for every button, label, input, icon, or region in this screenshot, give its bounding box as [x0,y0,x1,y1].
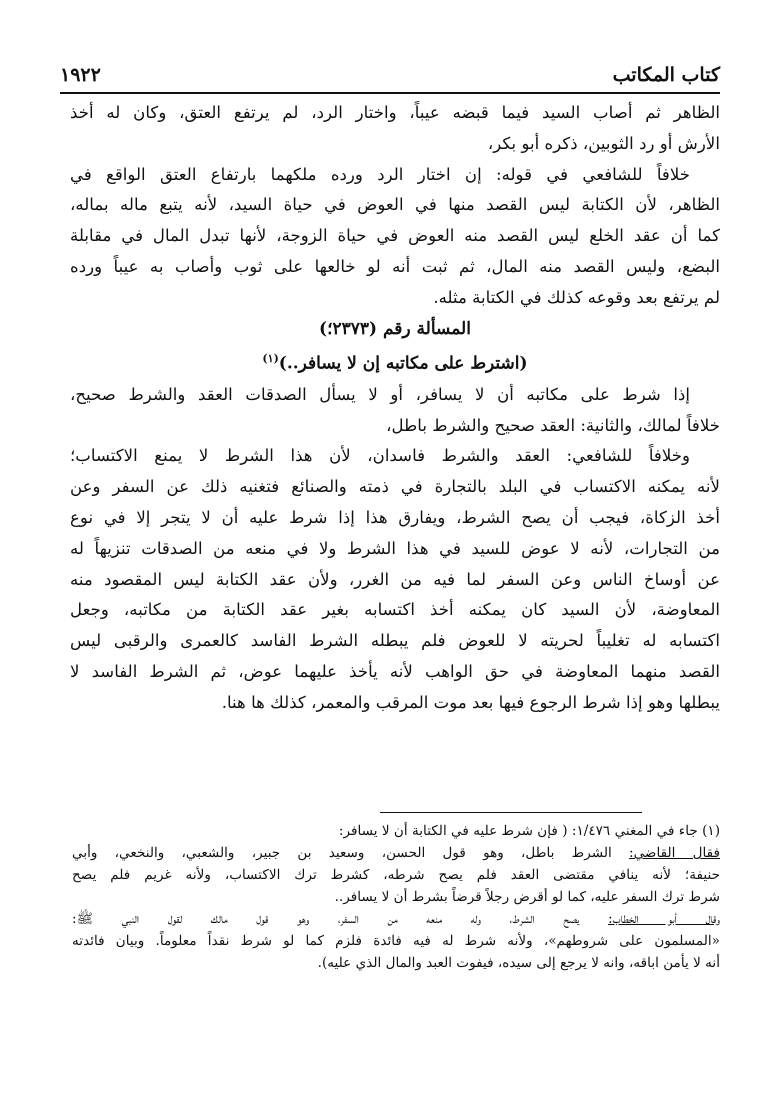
text-line: لأنه يمكنه الاكتساب في البلد بالتجارة في ذمته والصنائع فتغنيه ذلك عن السفر وعن [70,477,720,497]
running-header [60,62,720,88]
text-line: عن أوساخ الناس وعن السفر لما فيه من الغرر، ولأن عقد الكتابة ليس المقصود منه [70,569,720,589]
issue-title: (اشترط على مكاتبه إن لا يسافر..) [278,354,528,375]
text-line: إذا شرط على مكاتبه أن لا يسافر، أو لا يسأل الصدقات العقد والشرط صحيح، [70,384,690,404]
text-line: القصد منهما المعاوضة في حق الواهب لأنه يأخذ عليهما عوض، ثم الشرط الفاسد لا [70,662,720,681]
footnote-text: الشرط باطل، وهو قول الحسن، وسعيد بن جبير، والشعبي، والنخعي، وأبي [72,845,612,861]
footnotes [72,820,720,974]
footnote-line [72,908,720,930]
issue-title-line [70,344,720,379]
text-line: الأرش أو رد الثوبين، ذكره أبو بكر، [487,133,720,153]
abu-khattab-label: وقال أبو الخطاب: [607,911,720,927]
text-line: خلافاً للشافعي في قوله: إن اختار الرد ورده ملكهما بارتفاع العتق الواقع في [70,164,690,184]
text-line: وخلافاً للشافعي: العقد والشرط فاسدان، لأن هذا الشرط لا يمنع الاكتساب؛ [70,446,690,466]
footnote-text: يصح الشرط، وله منعه من السفر، وهو قول مالك لقول النبي ﷺ: [72,911,580,927]
text-line: خلافاً لمالك، والثانية: العقد صحيح والشرط باطل، [386,415,720,435]
text-line: اكتسابه له تغليباً لحريته لا للعوض فلم يبطله الشرط الفاسد كالعمرى والرقبى ليس [70,631,720,651]
footnote-line: (١) جاء في المغني ١/٤٧٦: ( فإن شرط عليه في الكتابة أن لا يسافر: [338,823,720,839]
text-line: المعاوضة، لأن السيد كان يمكنه أخذ اكتسابه بغير عقد الكتابة من مكاتبه، وجعل [70,600,720,620]
footnote-line: حنيفة؛ لأنه ينافي مقتضى العقد فلم يصح شرطه، كشرط ترك الاكتساب، ولأنه غريم فلم يصح [72,867,720,883]
text-line: لم يرتفع بعد وقوعه كذلك في الكتابة مثله. [433,287,720,307]
qadi-label: فقال القاضي: [629,845,721,861]
text-line: الظاهر ثم أصاب السيد فيما قبضه عيباً، واختار الرد، لم يرتفع العتق، وكان له أخذ [70,103,720,122]
text-line: يبطلها وهو إذا شرط الرجوع فيها بعد موت المرقب والمعمر، كذلك ها هنا. [221,692,720,712]
text-line: من التجارات، لأنه لا عوض للسيد في هذا الشرط ولا في منعه من الصدقات تنزيهاً له [70,538,720,558]
footnote-line: «المسلمون على شروطهم»، ولأنه شرط له فيه فائدة فلزم كما لو شرط نقداً معلوماً. وبيان فائدته [72,933,720,949]
text-line: كما أن عقد الخلع ليس القصد منه العوض في حياة الزوجة، لأنها تبدل المال في مقابلة [70,226,720,246]
footnote-line: أنه لا يأمن اباقه، وانه لا يرجع إلى سيده، فيفوت العبد والمال الذي عليه). [317,955,720,971]
book-title: كتاب المكاتب [612,64,720,86]
footnote-line [72,842,720,864]
text-line: الظاهر، لأن الكتابة ليس القصد منها في العوض في حياة السيد، لأنه يتبع ماله بماله، [70,195,720,215]
footnote-ref: (١) [262,352,279,366]
page-number: ١٩٢٢ [60,64,101,86]
text-line: أخذ الزكاة، فيجب أن يصح الشرط، ويفارق هذا إذا شرط عليه أن لا يتجر إلا في نوع [70,508,720,528]
footnote-line: شرط ترك السفر عليه، كما لو أقرض رجلاً قرضاً بشرط أن لا يسافر.. [334,889,720,905]
footnote-separator [380,812,642,813]
main-text [70,98,720,719]
header-rule [60,92,720,94]
text-line: البضع، وليس القصد منه المال، ثم ثبت أنه لو خالعها على ثوب وأصاب به عيباً ورده [70,256,720,276]
issue-heading: المسألة رقم (٢٣٧٣؛) [319,318,471,339]
